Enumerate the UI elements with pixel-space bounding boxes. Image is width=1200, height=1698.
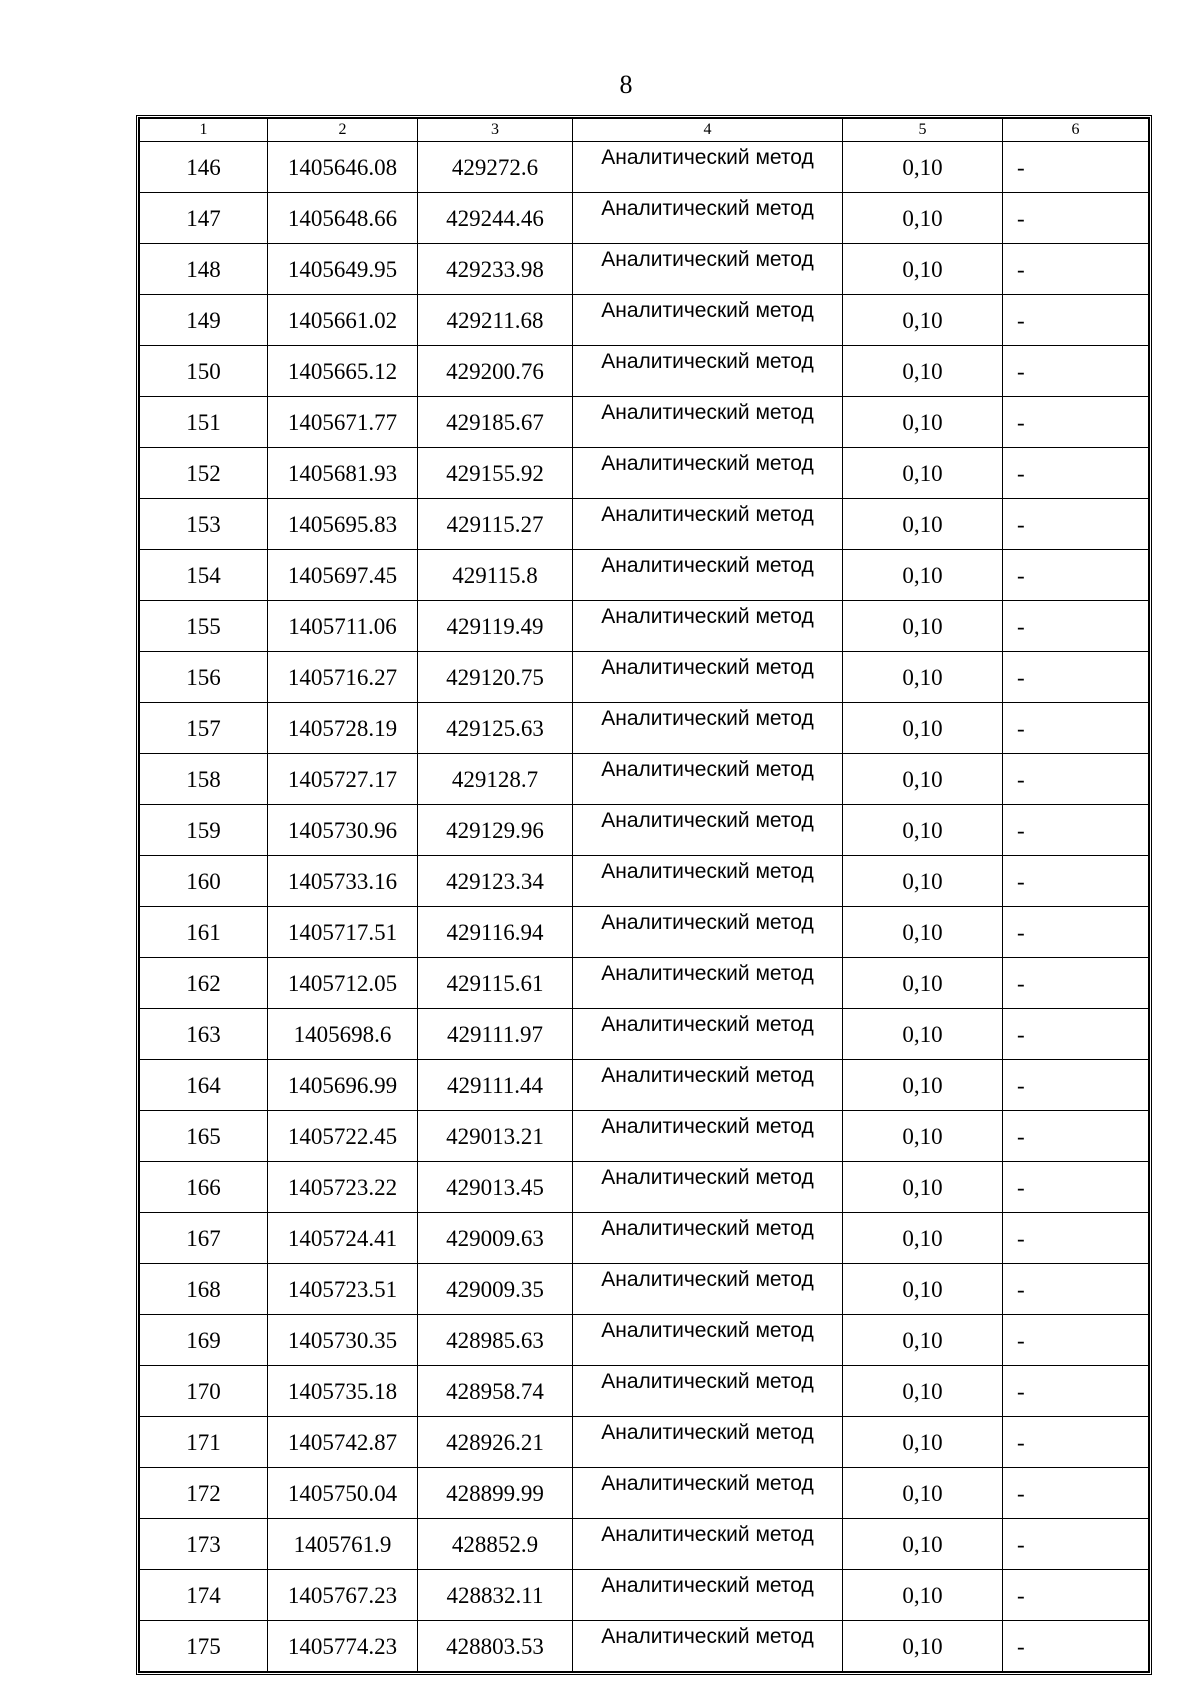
y-coordinate-cell: 428832.11 bbox=[418, 1570, 573, 1621]
note-cell: - bbox=[1003, 856, 1149, 907]
table-row bbox=[140, 1519, 1149, 1570]
table-row bbox=[140, 448, 1149, 499]
note-cell: - bbox=[1003, 142, 1149, 193]
y-coordinate-cell: 429115.61 bbox=[418, 958, 573, 1009]
accuracy-cell: 0,10 bbox=[843, 652, 1003, 703]
table-row bbox=[140, 550, 1149, 601]
point-number-cell: 162 bbox=[140, 958, 268, 1009]
y-coordinate-cell: 428899.99 bbox=[418, 1468, 573, 1519]
x-coordinate-cell: 1405742.87 bbox=[268, 1417, 418, 1468]
point-number-cell: 153 bbox=[140, 499, 268, 550]
note-cell: - bbox=[1003, 754, 1149, 805]
accuracy-cell: 0,10 bbox=[843, 1213, 1003, 1264]
note-cell: - bbox=[1003, 1366, 1149, 1417]
point-number-cell: 171 bbox=[140, 1417, 268, 1468]
accuracy-cell: 0,10 bbox=[843, 1468, 1003, 1519]
x-coordinate-cell: 1405697.45 bbox=[268, 550, 418, 601]
x-coordinate-cell: 1405730.96 bbox=[268, 805, 418, 856]
coordinates-table bbox=[139, 118, 1149, 1672]
point-number-cell: 164 bbox=[140, 1060, 268, 1111]
point-number-cell: 150 bbox=[140, 346, 268, 397]
table-row bbox=[140, 856, 1149, 907]
y-coordinate-cell: 429119.49 bbox=[418, 601, 573, 652]
accuracy-cell: 0,10 bbox=[843, 1111, 1003, 1162]
point-number-cell: 169 bbox=[140, 1315, 268, 1366]
point-number-cell: 155 bbox=[140, 601, 268, 652]
x-coordinate-cell: 1405727.17 bbox=[268, 754, 418, 805]
header-row bbox=[140, 119, 1149, 142]
method-cell: Аналитический метод bbox=[573, 652, 843, 703]
table-row bbox=[140, 499, 1149, 550]
table-row bbox=[140, 652, 1149, 703]
method-cell: Аналитический метод bbox=[573, 1162, 843, 1213]
accuracy-cell: 0,10 bbox=[843, 346, 1003, 397]
method-cell: Аналитический метод bbox=[573, 346, 843, 397]
point-number-cell: 152 bbox=[140, 448, 268, 499]
note-cell: - bbox=[1003, 1621, 1149, 1672]
y-coordinate-cell: 429111.44 bbox=[418, 1060, 573, 1111]
point-number-cell: 173 bbox=[140, 1519, 268, 1570]
method-cell: Аналитический метод bbox=[573, 856, 843, 907]
table-row bbox=[140, 1621, 1149, 1672]
method-cell: Аналитический метод bbox=[573, 601, 843, 652]
y-coordinate-cell: 429013.45 bbox=[418, 1162, 573, 1213]
table-row bbox=[140, 1366, 1149, 1417]
method-cell: Аналитический метод bbox=[573, 1315, 843, 1366]
point-number-cell: 157 bbox=[140, 703, 268, 754]
point-number-cell: 156 bbox=[140, 652, 268, 703]
accuracy-cell: 0,10 bbox=[843, 805, 1003, 856]
method-cell: Аналитический метод bbox=[573, 958, 843, 1009]
note-cell: - bbox=[1003, 1060, 1149, 1111]
x-coordinate-cell: 1405648.66 bbox=[268, 193, 418, 244]
accuracy-cell: 0,10 bbox=[843, 1009, 1003, 1060]
x-coordinate-cell: 1405717.51 bbox=[268, 907, 418, 958]
note-cell: - bbox=[1003, 1570, 1149, 1621]
accuracy-cell: 0,10 bbox=[843, 550, 1003, 601]
note-cell: - bbox=[1003, 601, 1149, 652]
note-cell: - bbox=[1003, 1264, 1149, 1315]
table-row bbox=[140, 703, 1149, 754]
table-body bbox=[140, 142, 1149, 1672]
note-cell: - bbox=[1003, 1111, 1149, 1162]
x-coordinate-cell: 1405661.02 bbox=[268, 295, 418, 346]
y-coordinate-cell: 428985.63 bbox=[418, 1315, 573, 1366]
note-cell: - bbox=[1003, 958, 1149, 1009]
table-row bbox=[140, 1213, 1149, 1264]
point-number-cell: 168 bbox=[140, 1264, 268, 1315]
table-row bbox=[140, 601, 1149, 652]
y-coordinate-cell: 428803.53 bbox=[418, 1621, 573, 1672]
note-cell: - bbox=[1003, 652, 1149, 703]
table-row bbox=[140, 1315, 1149, 1366]
header-cell-1: 1 bbox=[140, 119, 268, 142]
point-number-cell: 166 bbox=[140, 1162, 268, 1213]
x-coordinate-cell: 1405649.95 bbox=[268, 244, 418, 295]
y-coordinate-cell: 429233.98 bbox=[418, 244, 573, 295]
note-cell: - bbox=[1003, 1417, 1149, 1468]
point-number-cell: 174 bbox=[140, 1570, 268, 1621]
y-coordinate-cell: 429125.63 bbox=[418, 703, 573, 754]
method-cell: Аналитический метод bbox=[573, 1468, 843, 1519]
y-coordinate-cell: 429009.35 bbox=[418, 1264, 573, 1315]
point-number-cell: 167 bbox=[140, 1213, 268, 1264]
y-coordinate-cell: 428958.74 bbox=[418, 1366, 573, 1417]
accuracy-cell: 0,10 bbox=[843, 1366, 1003, 1417]
note-cell: - bbox=[1003, 1162, 1149, 1213]
method-cell: Аналитический метод bbox=[573, 1570, 843, 1621]
point-number-cell: 151 bbox=[140, 397, 268, 448]
method-cell: Аналитический метод bbox=[573, 1213, 843, 1264]
point-number-cell: 172 bbox=[140, 1468, 268, 1519]
table-row bbox=[140, 295, 1149, 346]
point-number-cell: 161 bbox=[140, 907, 268, 958]
note-cell: - bbox=[1003, 295, 1149, 346]
table-row bbox=[140, 244, 1149, 295]
point-number-cell: 158 bbox=[140, 754, 268, 805]
page-number: 8 bbox=[619, 70, 633, 99]
y-coordinate-cell: 429115.8 bbox=[418, 550, 573, 601]
method-cell: Аналитический метод bbox=[573, 244, 843, 295]
note-cell: - bbox=[1003, 550, 1149, 601]
y-coordinate-cell: 429123.34 bbox=[418, 856, 573, 907]
accuracy-cell: 0,10 bbox=[843, 448, 1003, 499]
x-coordinate-cell: 1405711.06 bbox=[268, 601, 418, 652]
x-coordinate-cell: 1405712.05 bbox=[268, 958, 418, 1009]
note-cell: - bbox=[1003, 448, 1149, 499]
method-cell: Аналитический метод bbox=[573, 193, 843, 244]
x-coordinate-cell: 1405716.27 bbox=[268, 652, 418, 703]
y-coordinate-cell: 429129.96 bbox=[418, 805, 573, 856]
point-number-cell: 147 bbox=[140, 193, 268, 244]
method-cell: Аналитический метод bbox=[573, 1060, 843, 1111]
method-cell: Аналитический метод bbox=[573, 1519, 843, 1570]
x-coordinate-cell: 1405698.6 bbox=[268, 1009, 418, 1060]
note-cell: - bbox=[1003, 193, 1149, 244]
point-number-cell: 149 bbox=[140, 295, 268, 346]
x-coordinate-cell: 1405728.19 bbox=[268, 703, 418, 754]
x-coordinate-cell: 1405730.35 bbox=[268, 1315, 418, 1366]
accuracy-cell: 0,10 bbox=[843, 601, 1003, 652]
coordinates-table-frame bbox=[136, 115, 1152, 1675]
accuracy-cell: 0,10 bbox=[843, 193, 1003, 244]
x-coordinate-cell: 1405761.9 bbox=[268, 1519, 418, 1570]
y-coordinate-cell: 428926.21 bbox=[418, 1417, 573, 1468]
x-coordinate-cell: 1405681.93 bbox=[268, 448, 418, 499]
note-cell: - bbox=[1003, 346, 1149, 397]
point-number-cell: 175 bbox=[140, 1621, 268, 1672]
point-number-cell: 170 bbox=[140, 1366, 268, 1417]
accuracy-cell: 0,10 bbox=[843, 397, 1003, 448]
accuracy-cell: 0,10 bbox=[843, 295, 1003, 346]
note-cell: - bbox=[1003, 1315, 1149, 1366]
point-number-cell: 163 bbox=[140, 1009, 268, 1060]
note-cell: - bbox=[1003, 1519, 1149, 1570]
table-header bbox=[140, 119, 1149, 142]
method-cell: Аналитический метод bbox=[573, 397, 843, 448]
table-row bbox=[140, 805, 1149, 856]
x-coordinate-cell: 1405695.83 bbox=[268, 499, 418, 550]
method-cell: Аналитический метод bbox=[573, 754, 843, 805]
table-row bbox=[140, 1468, 1149, 1519]
accuracy-cell: 0,10 bbox=[843, 244, 1003, 295]
method-cell: Аналитический метод bbox=[573, 907, 843, 958]
note-cell: - bbox=[1003, 397, 1149, 448]
table-row bbox=[140, 1417, 1149, 1468]
accuracy-cell: 0,10 bbox=[843, 1060, 1003, 1111]
table-row bbox=[140, 1162, 1149, 1213]
accuracy-cell: 0,10 bbox=[843, 1621, 1003, 1672]
method-cell: Аналитический метод bbox=[573, 1009, 843, 1060]
note-cell: - bbox=[1003, 703, 1149, 754]
method-cell: Аналитический метод bbox=[573, 295, 843, 346]
y-coordinate-cell: 429009.63 bbox=[418, 1213, 573, 1264]
table-row bbox=[140, 1264, 1149, 1315]
x-coordinate-cell: 1405735.18 bbox=[268, 1366, 418, 1417]
table-row bbox=[140, 193, 1149, 244]
accuracy-cell: 0,10 bbox=[843, 1417, 1003, 1468]
note-cell: - bbox=[1003, 499, 1149, 550]
y-coordinate-cell: 429185.67 bbox=[418, 397, 573, 448]
table-row bbox=[140, 1009, 1149, 1060]
point-number-cell: 160 bbox=[140, 856, 268, 907]
table-row bbox=[140, 958, 1149, 1009]
accuracy-cell: 0,10 bbox=[843, 1162, 1003, 1213]
method-cell: Аналитический метод bbox=[573, 1111, 843, 1162]
table-row bbox=[140, 1111, 1149, 1162]
method-cell: Аналитический метод bbox=[573, 499, 843, 550]
y-coordinate-cell: 429200.76 bbox=[418, 346, 573, 397]
point-number-cell: 146 bbox=[140, 142, 268, 193]
point-number-cell: 159 bbox=[140, 805, 268, 856]
point-number-cell: 154 bbox=[140, 550, 268, 601]
y-coordinate-cell: 429111.97 bbox=[418, 1009, 573, 1060]
note-cell: - bbox=[1003, 1468, 1149, 1519]
accuracy-cell: 0,10 bbox=[843, 142, 1003, 193]
y-coordinate-cell: 429115.27 bbox=[418, 499, 573, 550]
table-row bbox=[140, 754, 1149, 805]
accuracy-cell: 0,10 bbox=[843, 1519, 1003, 1570]
y-coordinate-cell: 429244.46 bbox=[418, 193, 573, 244]
method-cell: Аналитический метод bbox=[573, 805, 843, 856]
header-cell-2: 2 bbox=[268, 119, 418, 142]
y-coordinate-cell: 429155.92 bbox=[418, 448, 573, 499]
method-cell: Аналитический метод bbox=[573, 1366, 843, 1417]
y-coordinate-cell: 429120.75 bbox=[418, 652, 573, 703]
note-cell: - bbox=[1003, 805, 1149, 856]
header-cell-5: 5 bbox=[843, 119, 1003, 142]
note-cell: - bbox=[1003, 1009, 1149, 1060]
x-coordinate-cell: 1405724.41 bbox=[268, 1213, 418, 1264]
accuracy-cell: 0,10 bbox=[843, 1264, 1003, 1315]
table-row bbox=[140, 397, 1149, 448]
x-coordinate-cell: 1405750.04 bbox=[268, 1468, 418, 1519]
y-coordinate-cell: 429272.6 bbox=[418, 142, 573, 193]
accuracy-cell: 0,10 bbox=[843, 907, 1003, 958]
method-cell: Аналитический метод bbox=[573, 703, 843, 754]
header-cell-3: 3 bbox=[418, 119, 573, 142]
method-cell: Аналитический метод bbox=[573, 448, 843, 499]
x-coordinate-cell: 1405696.99 bbox=[268, 1060, 418, 1111]
method-cell: Аналитический метод bbox=[573, 1264, 843, 1315]
table-row bbox=[140, 1060, 1149, 1111]
point-number-cell: 165 bbox=[140, 1111, 268, 1162]
method-cell: Аналитический метод bbox=[573, 142, 843, 193]
x-coordinate-cell: 1405733.16 bbox=[268, 856, 418, 907]
method-cell: Аналитический метод bbox=[573, 1417, 843, 1468]
note-cell: - bbox=[1003, 244, 1149, 295]
x-coordinate-cell: 1405774.23 bbox=[268, 1621, 418, 1672]
table-row bbox=[140, 907, 1149, 958]
accuracy-cell: 0,10 bbox=[843, 499, 1003, 550]
x-coordinate-cell: 1405646.08 bbox=[268, 142, 418, 193]
accuracy-cell: 0,10 bbox=[843, 1315, 1003, 1366]
accuracy-cell: 0,10 bbox=[843, 1570, 1003, 1621]
x-coordinate-cell: 1405722.45 bbox=[268, 1111, 418, 1162]
y-coordinate-cell: 429116.94 bbox=[418, 907, 573, 958]
table-row bbox=[140, 142, 1149, 193]
y-coordinate-cell: 429013.21 bbox=[418, 1111, 573, 1162]
x-coordinate-cell: 1405671.77 bbox=[268, 397, 418, 448]
x-coordinate-cell: 1405767.23 bbox=[268, 1570, 418, 1621]
method-cell: Аналитический метод bbox=[573, 550, 843, 601]
note-cell: - bbox=[1003, 1213, 1149, 1264]
x-coordinate-cell: 1405723.22 bbox=[268, 1162, 418, 1213]
header-cell-4: 4 bbox=[573, 119, 843, 142]
table-row bbox=[140, 1570, 1149, 1621]
method-cell: Аналитический метод bbox=[573, 1621, 843, 1672]
point-number-cell: 148 bbox=[140, 244, 268, 295]
header-cell-6: 6 bbox=[1003, 119, 1149, 142]
accuracy-cell: 0,10 bbox=[843, 958, 1003, 1009]
accuracy-cell: 0,10 bbox=[843, 856, 1003, 907]
y-coordinate-cell: 429128.7 bbox=[418, 754, 573, 805]
note-cell: - bbox=[1003, 907, 1149, 958]
y-coordinate-cell: 429211.68 bbox=[418, 295, 573, 346]
table-row bbox=[140, 346, 1149, 397]
y-coordinate-cell: 428852.9 bbox=[418, 1519, 573, 1570]
x-coordinate-cell: 1405665.12 bbox=[268, 346, 418, 397]
accuracy-cell: 0,10 bbox=[843, 754, 1003, 805]
accuracy-cell: 0,10 bbox=[843, 703, 1003, 754]
x-coordinate-cell: 1405723.51 bbox=[268, 1264, 418, 1315]
